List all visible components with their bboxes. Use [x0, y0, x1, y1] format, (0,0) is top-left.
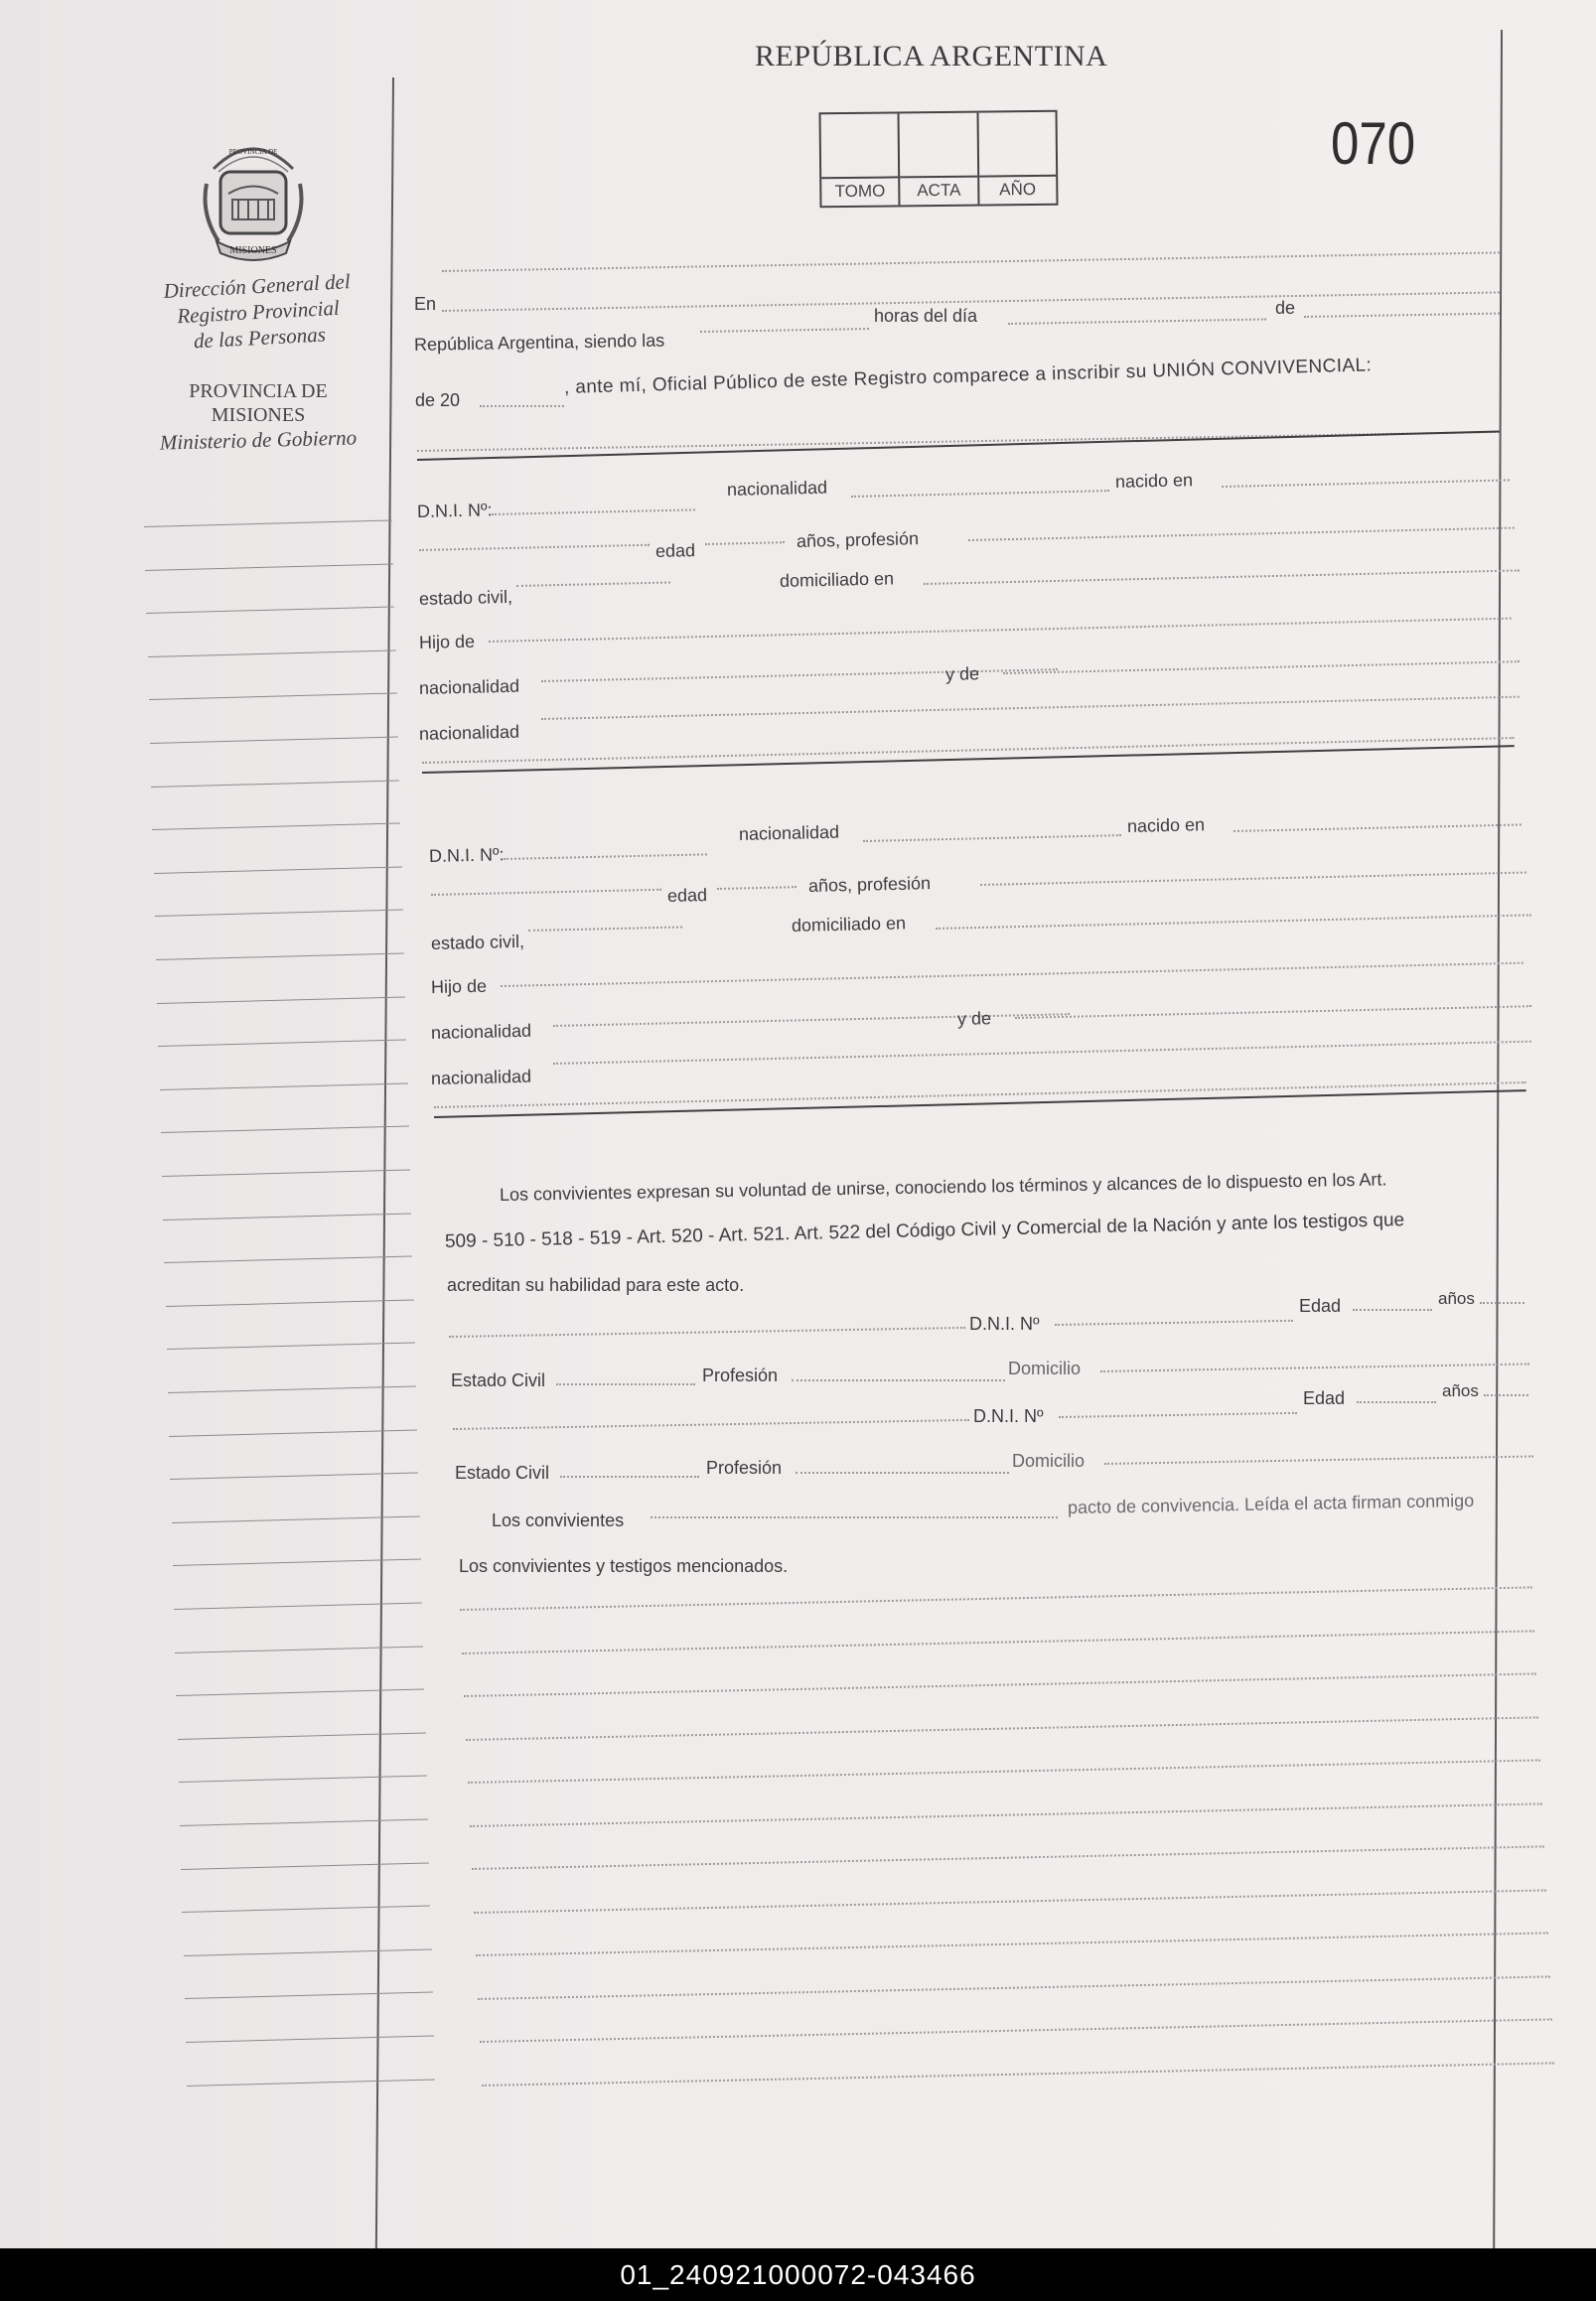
ano-cell: [978, 112, 1056, 205]
closing-line: [466, 1716, 1538, 1741]
sidebar-line: [166, 1299, 414, 1307]
de-label: de: [1275, 298, 1296, 318]
witness-edad-line: [1353, 1309, 1432, 1311]
de-field: [1304, 313, 1500, 318]
witness-dni-line: [1059, 1412, 1297, 1418]
witness-profesion-label: Profesión: [702, 1366, 779, 1385]
tomo-acta-ano-box: [819, 110, 1059, 209]
statement-line-1: Los convivientes expresan su voluntad de unirse, conociendo los términos y alcances de lo dispuesto en los Art.: [499, 1169, 1387, 1205]
person-field-label: domiciliado en: [791, 913, 907, 935]
person-field-label: nacionalidad: [418, 675, 520, 698]
sidebar-line: [173, 1559, 421, 1567]
sidebar-line: [152, 823, 400, 831]
sidebar-line: [161, 1126, 409, 1134]
person-field-label: Hijo de: [418, 631, 476, 652]
person-field-line: [541, 696, 1520, 720]
witness-name-line: [453, 1419, 969, 1430]
person-field-label: edad: [654, 540, 696, 561]
prov-line-2: MISIONES: [211, 404, 306, 426]
sidebar-line: [180, 1818, 428, 1826]
tomo-cell: [821, 113, 901, 206]
person-field-line: [863, 834, 1121, 842]
sidebar-line: [157, 996, 405, 1004]
sidebar-line: [167, 1343, 415, 1351]
witness-domicilio-label: Domicilio: [1012, 1451, 1086, 1471]
closing-line: [482, 2062, 1554, 2086]
sidebar-line: [150, 736, 398, 744]
witness-name-line: [449, 1327, 965, 1338]
dir-line-1: Dirección General del: [163, 269, 352, 303]
person-field-label: D.N.I. Nº:: [428, 844, 505, 866]
person-field-line: [1015, 1005, 1531, 1019]
ano-label: AÑO: [979, 175, 1057, 201]
person-field-label: nacionalidad: [726, 477, 828, 500]
sidebar-line: [176, 1689, 424, 1697]
sidebar-line: [154, 866, 402, 874]
ante-mi-text: , ante mí, Oficial Público de este Registro comparece a inscribir su UNIÓN CONVIVENCIAL:: [563, 355, 1373, 398]
sidebar-line: [158, 1040, 406, 1048]
person-field-line: [968, 527, 1515, 541]
person-field-label: nacionalidad: [738, 821, 840, 844]
witness-estado-civil-line: [556, 1383, 695, 1385]
witness-domicilio-line: [1100, 1363, 1529, 1372]
pacto-text: pacto de convivencia. Leída el acta firman conmigo: [1067, 1490, 1475, 1517]
sidebar-line: [181, 1862, 429, 1870]
witness-estado-civil-label: Estado Civil: [451, 1370, 546, 1390]
person-field-line: [553, 1041, 1531, 1065]
prov-line-1: PROVINCIA DE: [189, 380, 328, 402]
convivientes-label: Los convivientes: [492, 1510, 625, 1530]
person-field-line: [528, 926, 682, 932]
person-field-line: [431, 889, 661, 896]
person-field-label: Hijo de: [430, 975, 488, 997]
person-field-label: nacionalidad: [430, 1020, 532, 1043]
sidebar-line: [145, 563, 393, 571]
acta-number: 070: [1331, 110, 1416, 177]
logo-banner-text: MISIONES: [229, 245, 277, 256]
ano-field: [480, 405, 564, 407]
closing-line: [478, 1975, 1550, 2000]
person-field-line: [504, 853, 707, 860]
closing-line: [470, 1802, 1542, 1827]
witness-edad-label: Edad: [1299, 1296, 1342, 1316]
person-field-line: [1003, 660, 1520, 674]
sidebar-line: [151, 780, 399, 788]
person-field-label: estado civil,: [430, 931, 525, 953]
person-field-label: y de: [956, 1008, 992, 1029]
witness-dni-line: [1055, 1320, 1293, 1326]
witness-domicilio-line: [1104, 1455, 1533, 1465]
closing-line: [480, 2018, 1552, 2043]
person-field-line: [936, 914, 1531, 930]
sidebar-line: [182, 1906, 430, 1914]
witness-profesion-line: [796, 1472, 1009, 1474]
sidebar-line: [148, 649, 396, 657]
dir-line-3: de las Personas: [193, 322, 327, 354]
person-field-line: [419, 544, 650, 551]
witness-edad-label: Edad: [1303, 1388, 1346, 1408]
sidebar-line: [185, 1992, 433, 2000]
closing-line: [472, 1845, 1544, 1870]
misiones-coat-of-arms-icon: [199, 134, 308, 263]
person-field-line: [1233, 823, 1522, 832]
witness-profesion-label: Profesión: [706, 1458, 783, 1478]
witness-edad-line: [1357, 1401, 1436, 1403]
person-field-label: años, profesión: [807, 873, 932, 896]
acta-cell: [900, 113, 979, 206]
closing-line: [474, 1889, 1546, 1914]
person-field-line: [516, 581, 670, 587]
dir-line-2: Registro Provincial: [176, 295, 341, 329]
person-field-label: domiciliado en: [779, 568, 895, 591]
ministry-label: Ministerio de Gobierno: [159, 425, 358, 455]
closing-line: [464, 1672, 1536, 1697]
logo-top-text: PROVINCIA DE: [228, 148, 278, 156]
person-field-line: [501, 962, 1523, 987]
sidebar-line: [186, 2035, 434, 2043]
person-field-line: [553, 1013, 1070, 1027]
closing-line: [468, 1759, 1540, 1784]
person-field-label: nacido en: [1114, 470, 1194, 492]
person-field-line: [980, 872, 1526, 886]
witness-estado-civil-line: [560, 1476, 699, 1478]
person-field-line: [705, 541, 785, 545]
sidebar-line: [179, 1776, 427, 1784]
sidebar-line: [184, 1948, 432, 1956]
sidebar-line: [164, 1256, 412, 1264]
closing-line: [476, 1932, 1548, 1956]
witness-dni-label: D.N.I. Nº: [973, 1406, 1044, 1426]
acta-label: ACTA: [901, 176, 978, 202]
sidebar-line: [156, 952, 404, 960]
republica-label: República Argentina, siendo las: [413, 330, 665, 355]
witness-domicilio-label: Domicilio: [1008, 1359, 1082, 1378]
en-label: En: [414, 294, 437, 314]
siendo-las-field: [700, 328, 869, 333]
sidebar-line: [168, 1385, 416, 1393]
person-field-label: D.N.I. Nº:: [416, 500, 493, 521]
sidebar-line: [187, 2079, 435, 2086]
sidebar-line: [155, 910, 403, 918]
witness-anos-label: años: [1438, 1289, 1475, 1308]
person-field-line: [489, 618, 1512, 643]
witness-profesion-line: [792, 1379, 1005, 1381]
dia-field: [1008, 318, 1266, 325]
person-field-line: [1222, 479, 1510, 488]
statement-line-3: acreditan su habilidad para este acto.: [447, 1275, 745, 1295]
person-field-line: [851, 490, 1109, 498]
sidebar-provincia: [119, 379, 397, 453]
person-field-label: y de: [944, 663, 980, 684]
sidebar-line: [163, 1213, 411, 1221]
person-field-label: nacido en: [1126, 814, 1206, 836]
intro-top-line: [442, 251, 1500, 272]
witness-anos-line: [1480, 1302, 1524, 1304]
horas-label: horas del día: [874, 306, 978, 326]
closing-line: [462, 1630, 1534, 1654]
right-margin-rule: [1493, 30, 1503, 2248]
person-field-label: nacionalidad: [418, 721, 520, 744]
person-field-line: [924, 569, 1520, 585]
sidebar-line: [175, 1646, 423, 1654]
person-field-line: [541, 668, 1058, 682]
convivientes-field: [651, 1516, 1058, 1518]
witness-anos-label: años: [1442, 1381, 1479, 1400]
sidebar-line: [146, 607, 394, 615]
person-field-label: años, profesión: [796, 528, 920, 551]
sidebar-line: [144, 519, 392, 527]
mencionados-text: Los convivientes y testigos mencionados.: [459, 1556, 789, 1576]
witness-anos-line: [1484, 1394, 1528, 1396]
sidebar-direccion: [117, 266, 399, 359]
person-field-line: [492, 508, 695, 515]
closing-line: [460, 1586, 1532, 1611]
person-field-line: [717, 886, 797, 890]
de20-label: de 20: [415, 390, 461, 410]
sidebar-line: [162, 1169, 410, 1177]
section-divider-1: [417, 430, 1500, 461]
witness-estado-civil-label: Estado Civil: [455, 1463, 550, 1483]
sidebar-line: [149, 693, 397, 701]
person-field-label: nacionalidad: [430, 1066, 532, 1088]
sidebar-line: [178, 1732, 426, 1740]
witness-dni-label: D.N.I. Nº: [969, 1314, 1040, 1334]
footer-image-id: 01_240921000072-043466: [0, 2248, 1596, 2301]
person-field-label: edad: [666, 885, 708, 906]
person-field-label: estado civil,: [418, 586, 513, 609]
statement-line-2: 509 - 510 - 518 - 519 - Art. 520 - Art. 521. Art. 522 del Código Civil y Comercial de la Nación y ante los testigos que: [444, 1210, 1405, 1252]
tomo-label: TOMO: [821, 176, 899, 202]
sidebar-line: [169, 1429, 417, 1437]
sidebar-line: [174, 1602, 422, 1610]
sidebar-line: [160, 1082, 408, 1090]
page-title: REPÚBLICA ARGENTINA: [755, 40, 1108, 72]
